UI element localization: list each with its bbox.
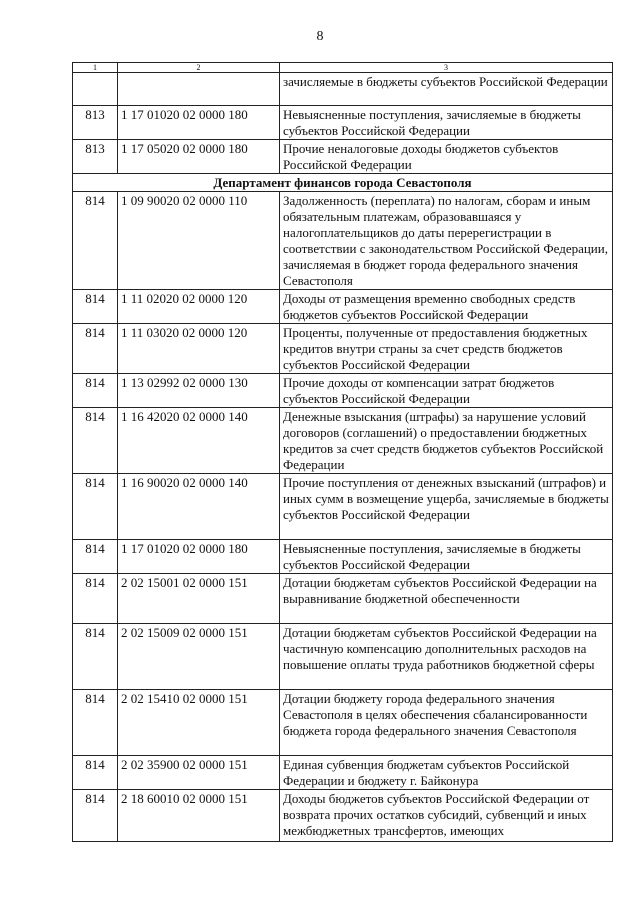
- revenue-code-cell: 1 13 02992 02 0000 130: [118, 374, 280, 408]
- revenue-code-cell: 1 17 01020 02 0000 180: [118, 540, 280, 574]
- revenue-code-cell: 1 11 02020 02 0000 120: [118, 290, 280, 324]
- revenue-code-cell: 2 18 60010 02 0000 151: [118, 790, 280, 842]
- table-row: [73, 374, 613, 408]
- admin-code-cell: 814: [73, 574, 118, 624]
- revenue-code-cell: 1 16 42020 02 0000 140: [118, 408, 280, 474]
- admin-code-cell: 814: [73, 408, 118, 474]
- revenue-code-cell: 1 16 90020 02 0000 140: [118, 474, 280, 540]
- admin-code-cell: [73, 73, 118, 106]
- table-row: [73, 474, 613, 540]
- table-row: [73, 192, 613, 290]
- budget-revenue-table: [72, 62, 613, 842]
- table-row: [73, 540, 613, 574]
- revenue-name-cell: Прочие неналоговые доходы бюджетов субъектов Российской Федерации: [280, 140, 613, 174]
- revenue-name-cell: Дотации бюджету города федерального значения Севастополя в целях обеспечения сбалансированности бюджета города федерального значения Севастополя: [280, 690, 613, 756]
- revenue-code-cell: 1 17 01020 02 0000 180: [118, 106, 280, 140]
- column-number: 3: [280, 63, 613, 73]
- column-number: 2: [118, 63, 280, 73]
- admin-code-cell: 814: [73, 690, 118, 756]
- table-row: [73, 106, 613, 140]
- admin-code-cell: 814: [73, 324, 118, 374]
- column-number: 1: [73, 63, 118, 73]
- revenue-name-cell: Невыясненные поступления, зачисляемые в бюджеты субъектов Российской Федерации: [280, 540, 613, 574]
- admin-code-cell: 814: [73, 540, 118, 574]
- revenue-code-cell: 2 02 35900 02 0000 151: [118, 756, 280, 790]
- table-row: [73, 690, 613, 756]
- table-row: [73, 290, 613, 324]
- admin-code-cell: 814: [73, 790, 118, 842]
- admin-code-cell: 814: [73, 290, 118, 324]
- revenue-name-cell: Доходы от размещения временно свободных средств бюджетов субъектов Российской Федерации: [280, 290, 613, 324]
- revenue-name-cell: Невыясненные поступления, зачисляемые в бюджеты субъектов Российской Федерации: [280, 106, 613, 140]
- revenue-code-cell: 1 11 03020 02 0000 120: [118, 324, 280, 374]
- revenue-name-cell: Денежные взыскания (штрафы) за нарушение условий договоров (соглашений) о предоставлении бюджетных кредитов за счет средств бюджетов субъектов Российской Федерации: [280, 408, 613, 474]
- section-header-row: [73, 174, 613, 192]
- revenue-code-cell: 1 17 05020 02 0000 180: [118, 140, 280, 174]
- revenue-code-cell: [118, 73, 280, 106]
- table-row: [73, 73, 613, 106]
- revenue-name-cell: Проценты, полученные от предоставления бюджетных кредитов внутри страны за счет средств бюджетов субъектов Российской Федерации: [280, 324, 613, 374]
- revenue-name-cell: Дотации бюджетам субъектов Российской Федерации на частичную компенсацию дополнительных расходов на повышение оплаты труда работников бюджетной сферы: [280, 624, 613, 690]
- section-title: Департамент финансов города Севастополя: [73, 174, 613, 192]
- revenue-name-cell: Прочие доходы от компенсации затрат бюджетов субъектов Российской Федерации: [280, 374, 613, 408]
- admin-code-cell: 813: [73, 106, 118, 140]
- table-row: [73, 140, 613, 174]
- admin-code-cell: 814: [73, 374, 118, 408]
- column-number-row: [73, 63, 613, 73]
- revenue-name-cell: Единая субвенция бюджетам субъектов Российской Федерации и бюджету г. Байконура: [280, 756, 613, 790]
- admin-code-cell: 814: [73, 624, 118, 690]
- table-row: [73, 408, 613, 474]
- admin-code-cell: 814: [73, 192, 118, 290]
- revenue-name-cell: зачисляемые в бюджеты субъектов Российской Федерации: [280, 73, 613, 106]
- revenue-name-cell: Дотации бюджетам субъектов Российской Федерации на выравнивание бюджетной обеспеченности: [280, 574, 613, 624]
- table-row: [73, 574, 613, 624]
- revenue-name-cell: Прочие поступления от денежных взысканий (штрафов) и иных сумм в возмещение ущерба, зачисляемые в бюджеты субъектов Российской Федерации: [280, 474, 613, 540]
- admin-code-cell: 814: [73, 756, 118, 790]
- admin-code-cell: 814: [73, 474, 118, 540]
- table-row: [73, 790, 613, 842]
- revenue-code-cell: 1 09 90020 02 0000 110: [118, 192, 280, 290]
- revenue-code-cell: 2 02 15410 02 0000 151: [118, 690, 280, 756]
- table-row: [73, 624, 613, 690]
- page-number: 8: [316, 29, 324, 44]
- revenue-code-cell: 2 02 15001 02 0000 151: [118, 574, 280, 624]
- table-row: [73, 756, 613, 790]
- revenue-name-cell: Доходы бюджетов субъектов Российской Федерации от возврата прочих остатков субсидий, субвенций и иных межбюджетных трансфертов, имеющих: [280, 790, 613, 842]
- admin-code-cell: 813: [73, 140, 118, 174]
- revenue-code-cell: 2 02 15009 02 0000 151: [118, 624, 280, 690]
- table-row: [73, 324, 613, 374]
- revenue-name-cell: Задолженность (переплата) по налогам, сборам и иным обязательным платежам, образовавшаяся у налогоплательщиков до даты перерегистрации в соответствии с законодательством Российской Федерации, зачисляемая в бюджет города федерального значения Севастополя: [280, 192, 613, 290]
